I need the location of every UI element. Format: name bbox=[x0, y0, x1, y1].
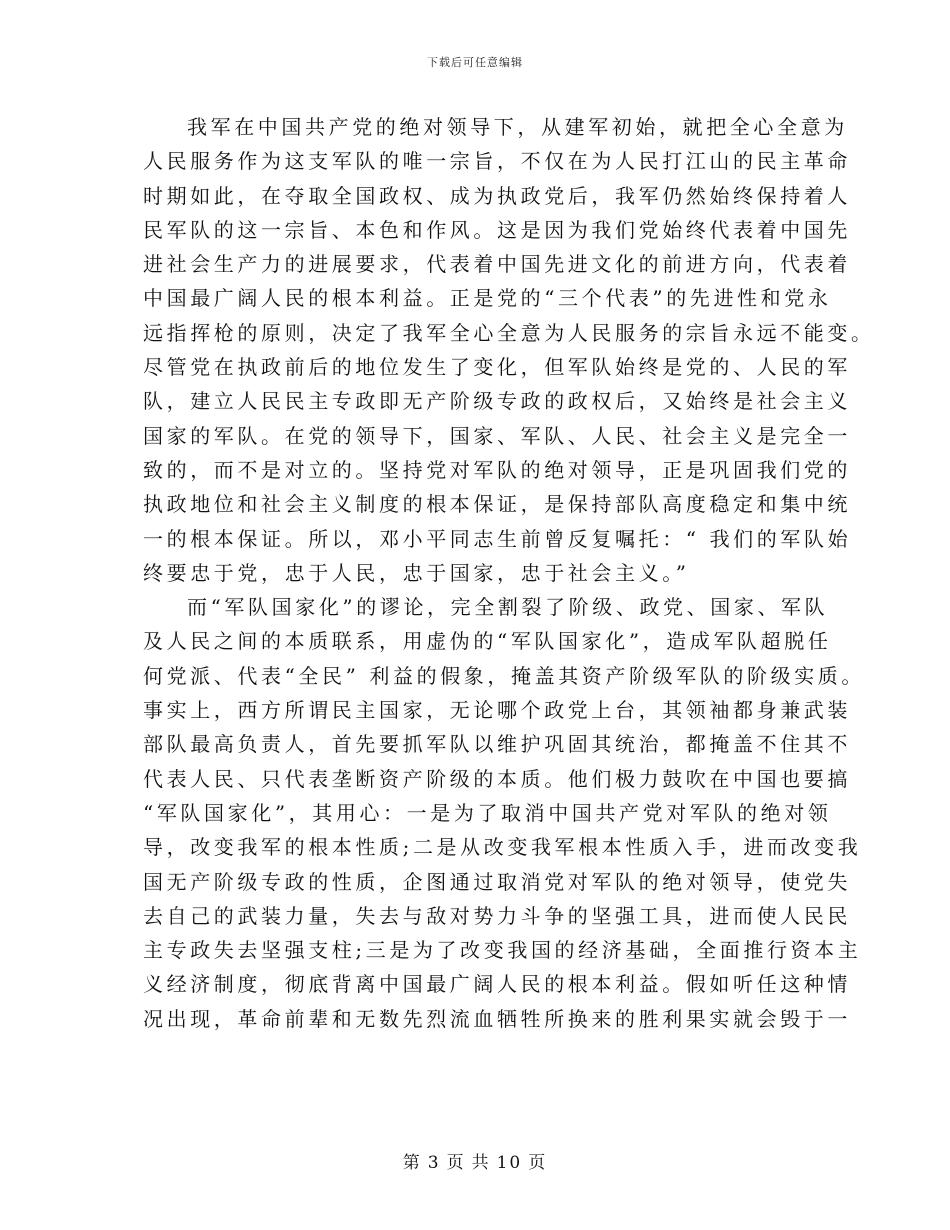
paragraph-1-line-3: 时期如此，在夺取全国政权、成为执政党后，我军仍然始终保持着人 bbox=[143, 183, 851, 208]
document-body bbox=[143, 110, 875, 1036]
paragraph-2-line-4: 事实上，西方所谓民主国家，无论哪个政党上台，其领袖都身兼武装 bbox=[143, 698, 851, 723]
paragraph-2-line-11: 主专政失去坚强支柱;三是为了改变我国的经济基础，全面推行资本主 bbox=[143, 938, 862, 963]
paragraph-2-line-9: 国无产阶级专政的性质，企图通过取消党对军队的绝对领导，使党失 bbox=[143, 869, 851, 894]
paragraph-2-line-5: 部队最高负责人，首先要抓军队以维护巩固其统治，都掩盖不住其不 bbox=[143, 732, 851, 757]
paragraph-1-line-13: 一的根本保证。所以，邓小平同志生前曾反复嘱托：“ 我们的军队始 bbox=[143, 526, 852, 551]
paragraph-1-line-7: 远指挥枪的原则，决定了我军全心全意为人民服务的宗旨永远不能变。 bbox=[143, 320, 875, 345]
total-label: 共 bbox=[471, 1153, 491, 1173]
paragraph-2-line-3: 何党派、代表“全民” 利益的假象，掩盖其资产阶级军队的阶级实质。 bbox=[143, 663, 866, 688]
paragraph-2-line-6: 代表人民、只代表垄断资产阶级的本质。他们极力鼓吹在中国也要搞 bbox=[143, 766, 851, 791]
paragraph-1-line-12: 执政地位和社会主义制度的根本保证，是保持部队高度稳定和集中统 bbox=[143, 492, 851, 517]
paragraph-2-line-8: 导，改变我军的根本性质;二是从改变我军根本性质入手，进而改变我 bbox=[143, 835, 862, 860]
paragraph-1-line-9: 队，建立人民民主专政即无产阶级专政的政权后，又始终是社会主义 bbox=[143, 389, 851, 414]
paragraph-2-line-10: 去自己的武装力量，失去与敌对势力斗争的坚强工具，进而使人民民 bbox=[143, 903, 851, 928]
paragraph-1-line-1: 我军在中国共产党的绝对领导下，从建军初始，就把全心全意为 bbox=[187, 115, 848, 139]
paragraph-1-line-5: 进社会生产力的进展要求，代表着中国先进文化的前进方向，代表着 bbox=[143, 252, 851, 277]
paragraph-1-line-14: 终要忠于党，忠于人民，忠于国家，忠于社会主义。” bbox=[143, 560, 690, 585]
paragraph-1-line-6: 中国最广阔人民的根本利益。正是党的“三个代表”的先进性和党永 bbox=[143, 286, 832, 311]
page-label-middle: 页 bbox=[446, 1153, 466, 1173]
paragraph-1-line-11: 致的，而不是对立的。坚持党对军队的绝对领导，正是巩固我们党的 bbox=[143, 457, 851, 482]
paragraph-1-line-8: 尽管党在执政前后的地位发生了变化，但军队始终是党的、人民的军 bbox=[143, 355, 851, 380]
paragraph-2-line-7: “军队国家化”，其用心：一是为了取消中国共产党对军队的绝对领 bbox=[143, 800, 832, 825]
header-note: 下载后可任意编辑 bbox=[427, 56, 523, 69]
paragraph-1-line-4: 民军队的这一宗旨、本色和作风。这是因为我们党始终代表着中国先 bbox=[143, 217, 851, 242]
page-label-suffix: 页 bbox=[528, 1153, 548, 1173]
paragraph-2-line-12: 义经济制度，彻底背离中国最广阔人民的根本利益。假如听任这种情 bbox=[143, 972, 851, 997]
page-number-footer bbox=[0, 1148, 950, 1173]
paragraph-1-line-2: 人民服务作为这支军队的唯一宗旨，不仅在为人民打江山的民主革命 bbox=[143, 149, 851, 174]
paragraph-2-line-1: 而“军队国家化”的谬论，完全割裂了阶级、政党、国家、军队 bbox=[187, 595, 829, 620]
total-pages-number: 10 bbox=[496, 1153, 523, 1173]
paragraph-1-line-10: 国家的军队。在党的领导下，国家、军队、人民、社会主义是完全一 bbox=[143, 423, 851, 448]
paragraph-2-line-13: 况出现，革命前辈和无数先烈流血牺牲所换来的胜利果实就会毁于一 bbox=[143, 1006, 851, 1031]
paragraph-2-line-2: 及人民之间的本质联系，用虚伪的“军队国家化”，造成军队超脱任 bbox=[143, 629, 832, 654]
current-page-number: 3 bbox=[427, 1153, 441, 1173]
page-label-prefix: 第 bbox=[402, 1153, 422, 1173]
